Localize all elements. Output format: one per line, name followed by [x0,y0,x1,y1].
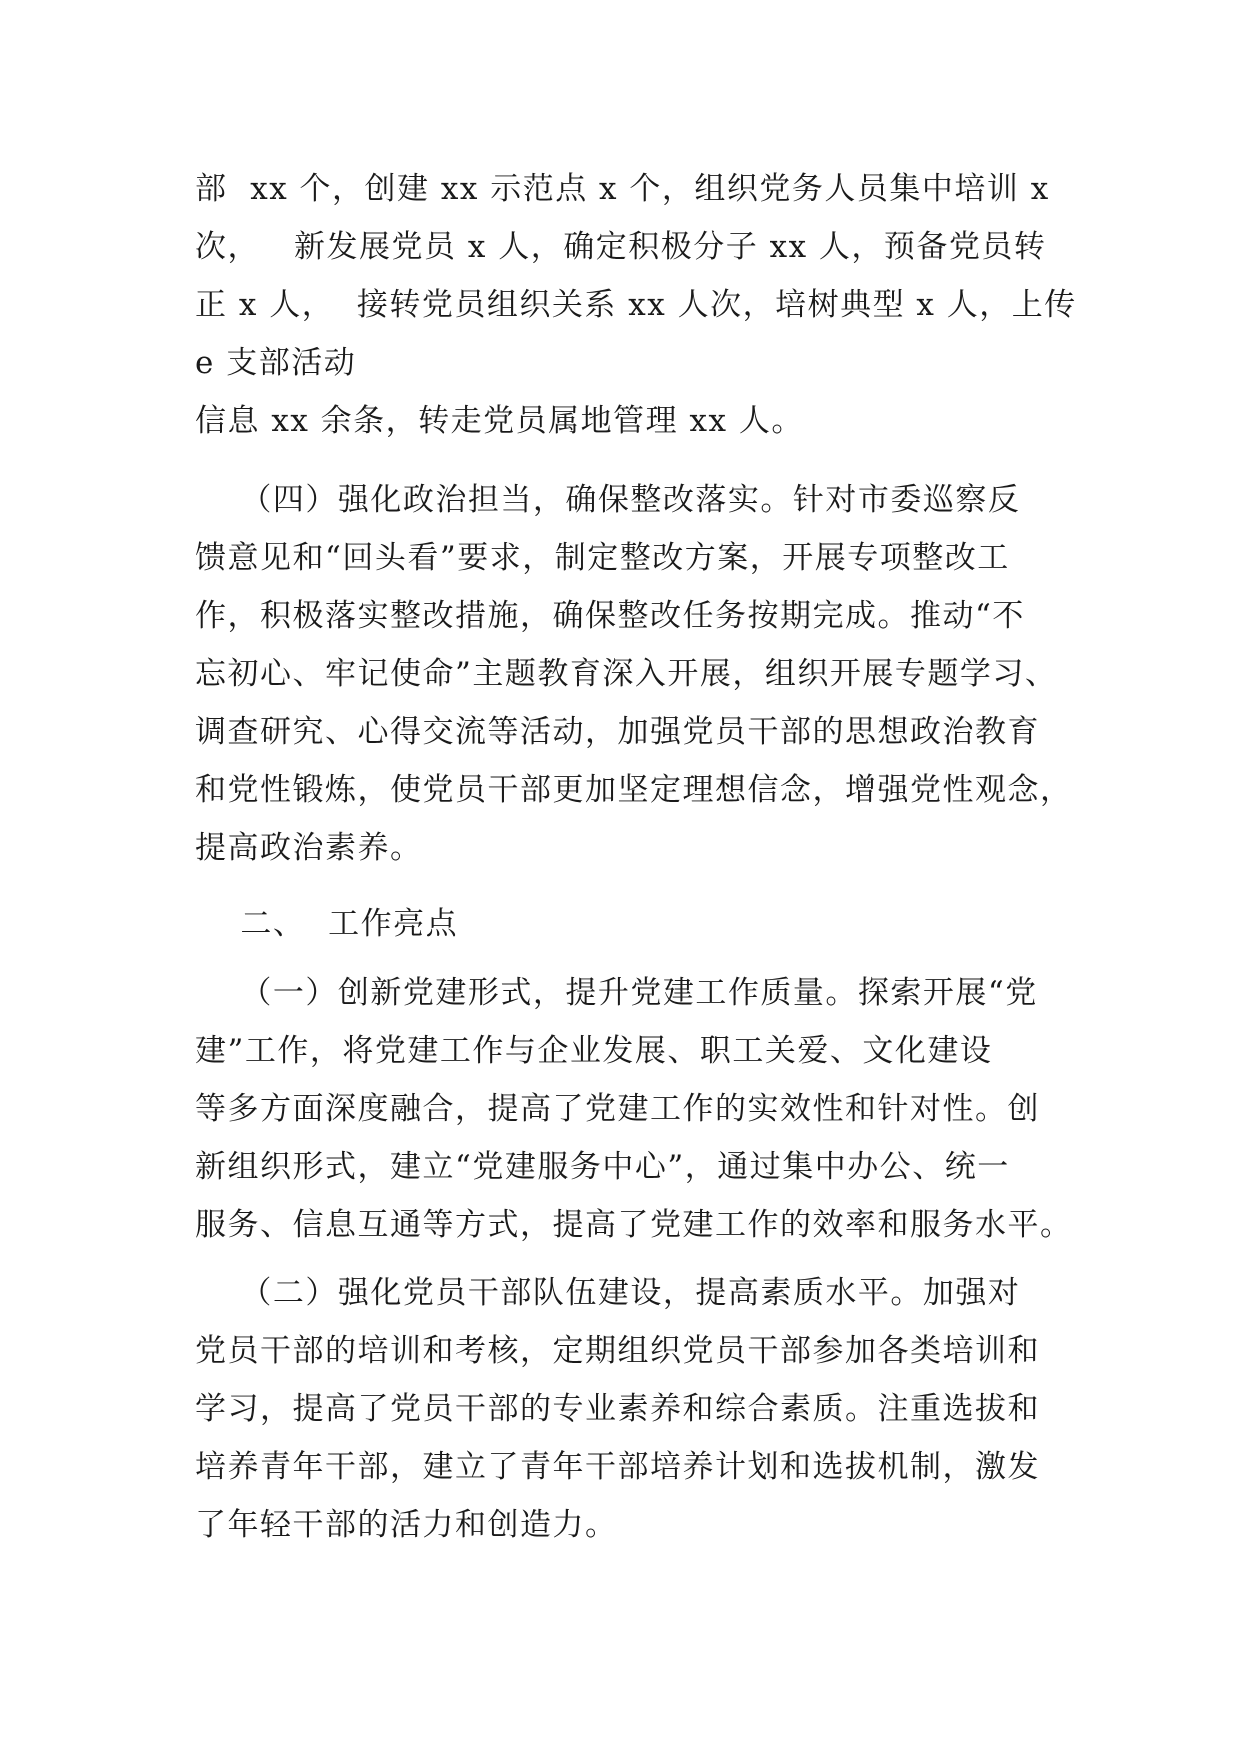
text-line: 忘初心、牢记使命”主题教育深入开展，组织开展专题学习、 [195,656,1058,692]
paragraph-heading-line: （一）创新党建形式，提升党建工作质量。探索开展“党 [195,975,1038,1011]
text-line: 党员干部的培训和考核，定期组织党员干部参加各类培训和 [195,1333,1040,1369]
text-line: 部 xx 个，创建 xx 示范点 x 个，组织党务人员集中培训 x [195,171,1050,207]
section-heading: 二、 工作亮点 [195,906,459,942]
paragraph-heading-line: （四）强化政治担当，确保整改落实。针对市委巡察反 [195,482,1021,518]
text-line: 学习，提高了党员干部的专业素养和综合素质。注重选拔和 [195,1391,1040,1427]
text-line: 作，积极落实整改措施，确保整改任务按期完成。推动“不 [195,598,1025,634]
text-line: 正 x 人， 接转党员组织关系 xx 人次，培树典型 x 人，上传 [195,287,1077,323]
text-line: 信息 xx 余条，转走党员属地管理 xx 人。 [195,403,804,439]
text-line: 等多方面深度融合，提高了党建工作的实效性和针对性。创 [195,1091,1040,1127]
text-line: 馈意见和“回头看”要求，制定整改方案，开展专项整改工 [195,540,1010,576]
text-line: 调查研究、心得交流等活动，加强党员干部的思想政治教育 [195,714,1040,750]
text-line: 建”工作，将党建工作与企业发展、职工关爱、文化建设 [195,1033,993,1069]
text-line: 了年轻干部的活力和创造力。 [195,1507,618,1543]
text-line: 培养青年干部，建立了青年干部培养计划和选拔机制，激发 [195,1449,1040,1485]
text-line: 提高政治素养。 [195,830,423,866]
text-line: 服务、信息互通等方式，提高了党建工作的效率和服务水平。 [195,1207,1073,1243]
text-line: 和党性锻炼，使党员干部更加坚定理想信念，增强党性观念， [195,772,1073,808]
text-line: e 支部活动 [195,345,357,381]
text-line: 新组织形式，建立“党建服务中心”，通过集中办公、统一 [195,1149,1010,1185]
text-line: 次， 新发展党员 x 人，确定积极分子 xx 人，预备党员转 [195,229,1047,265]
paragraph-heading-line: （二）强化党员干部队伍建设，提高素质水平。加强对 [195,1275,1021,1311]
